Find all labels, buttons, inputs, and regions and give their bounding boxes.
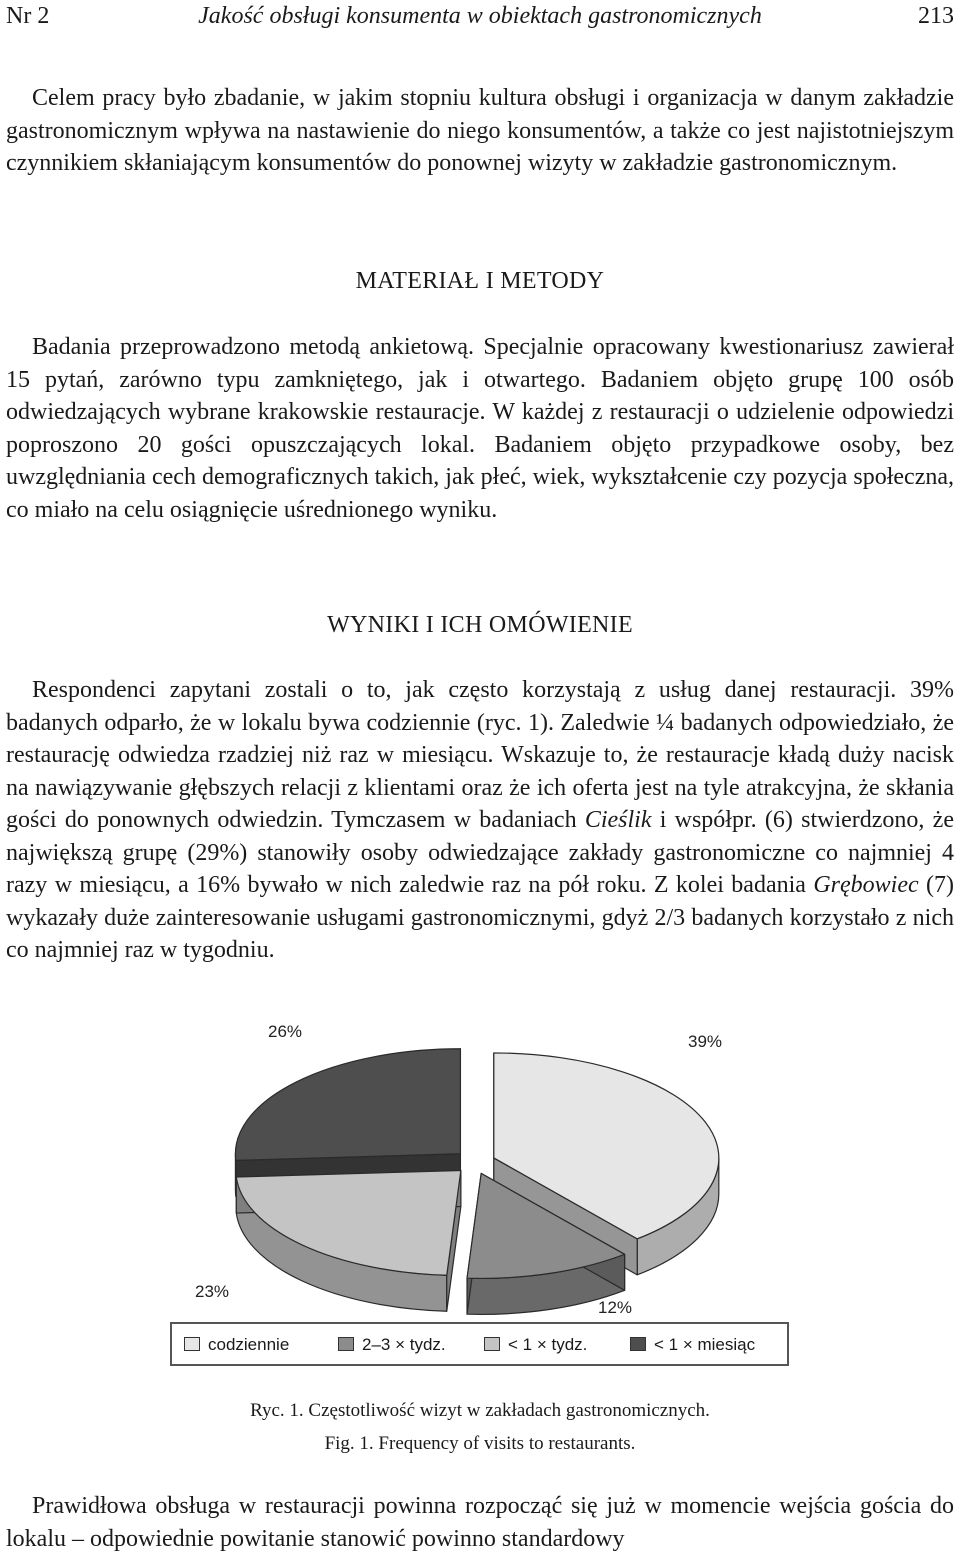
legend-swatch	[484, 1337, 500, 1351]
legend-label: < 1 × miesiąc	[654, 1335, 756, 1354]
data-label-2-3-tydz: 12%	[598, 1298, 633, 1317]
visit-frequency-pie-chart	[170, 1012, 795, 1372]
results-text-part-1: Respondenci zapytani zostali o to, jak często korzystają z usług danej restauracji. 39% badanych odparło, że w lokalu bywa codziennie (ryc. 1). Zaledwie ¼ badanych odpowiedziało, że restaurację odwiedza rzadziej niż raz w miesiącu. Wskazuje to, że restauracje kładą duży nacisk na nawiązywanie głębszych relacji z klientami oraz że ich oferta jest na tyle atrakcyjna, że skłania gości do ponownych odwiedzin. Tymczasem w badaniach	[6, 677, 954, 833]
legend-swatch	[630, 1337, 646, 1351]
results-text-part-2: i współpr. (6) stwierdzono, że największą grupę (29%) stanowiły osoby odwiedzające zakłady gastronomiczne co najmniej 4 razy w miesiącu, a 16% bywało w nich zaledwie raz na pół roku. Z kolei badania	[6, 807, 954, 898]
results-paragraph	[6, 674, 954, 967]
cited-author-grebowiec: Grębowiec	[813, 872, 919, 898]
slice-below-1-miesiac	[235, 1049, 460, 1161]
closing-paragraph: Prawidłowa obsługa w restauracji powinna rozpocząć się już w momencie wejścia gościa do lokalu – odpowiednie powitanie stanowić powinno standardowy	[6, 1493, 954, 1552]
journal-issue-number: Nr 2	[6, 3, 50, 29]
chart-legend	[170, 1322, 789, 1366]
running-title: Jakość obsługi konsumenta w obiektach gastronomicznych	[198, 3, 762, 29]
data-label-below-1-tydz: 23%	[195, 1282, 230, 1301]
legend-label: codziennie	[208, 1335, 290, 1354]
page-number: 213	[918, 3, 954, 29]
legend-label: < 1 × tydz.	[508, 1335, 588, 1354]
figure-caption-en: Fig. 1. Frequency of visits to restaurants.	[324, 1433, 636, 1454]
data-label-below-1-miesiac: 26%	[268, 1022, 303, 1041]
legend-swatch	[338, 1337, 354, 1351]
section-heading-results: WYNIKI I ICH OMÓWIENIE	[327, 612, 633, 638]
methods-paragraph: Badania przeprowadzono metodą ankietową. Specjalnie opracowany kwestionariusz zawierał 15 pytań, zarówno typu zamkniętego, jak i otwartego. Badaniem objęto grupę 100 osób odwiedzających wybrane krakowskie restauracje. W każdej z restauracji o udzielenie odpowiedzi poproszono 20 gości opuszczających lokal. Badaniem objęto przypadkowe osoby, bez uwzględniania cech demograficznych takich, jak płeć, wiek, wykształcenie czy pozycja społeczna, co miało na celu osiągnięcie uśrednionego wyniku.	[6, 334, 954, 523]
intro-paragraph: Celem pracy było zbadanie, w jakim stopniu kultura obsługi i organizacja w danym zakładzie gastronomicznym wpływa na nastawienie do niego konsumentów, a także co jest najistotniejszym czynnikiem skłaniającym konsumentów do ponownej wizyty w zakładzie gastronomicznym.	[6, 85, 954, 176]
data-label-codziennie: 39%	[688, 1032, 723, 1051]
pie-chart-svg	[170, 1012, 795, 1317]
cited-author-cieslik: Cieślik	[584, 807, 652, 833]
legend-swatch	[184, 1337, 200, 1351]
figure-caption-pl: Ryc. 1. Częstotliwość wizyt w zakładach gastronomicznych.	[250, 1400, 710, 1421]
results-text-part-3: (7) wykazały duże zainteresowanie usługami gastronomicznymi, gdyż 2/3 badanych korzystało z nich co najmniej raz w tygodniu.	[6, 872, 955, 963]
legend-label: 2–3 × tydz.	[362, 1335, 446, 1354]
section-heading-methods: MATERIAŁ I METODY	[355, 268, 605, 294]
